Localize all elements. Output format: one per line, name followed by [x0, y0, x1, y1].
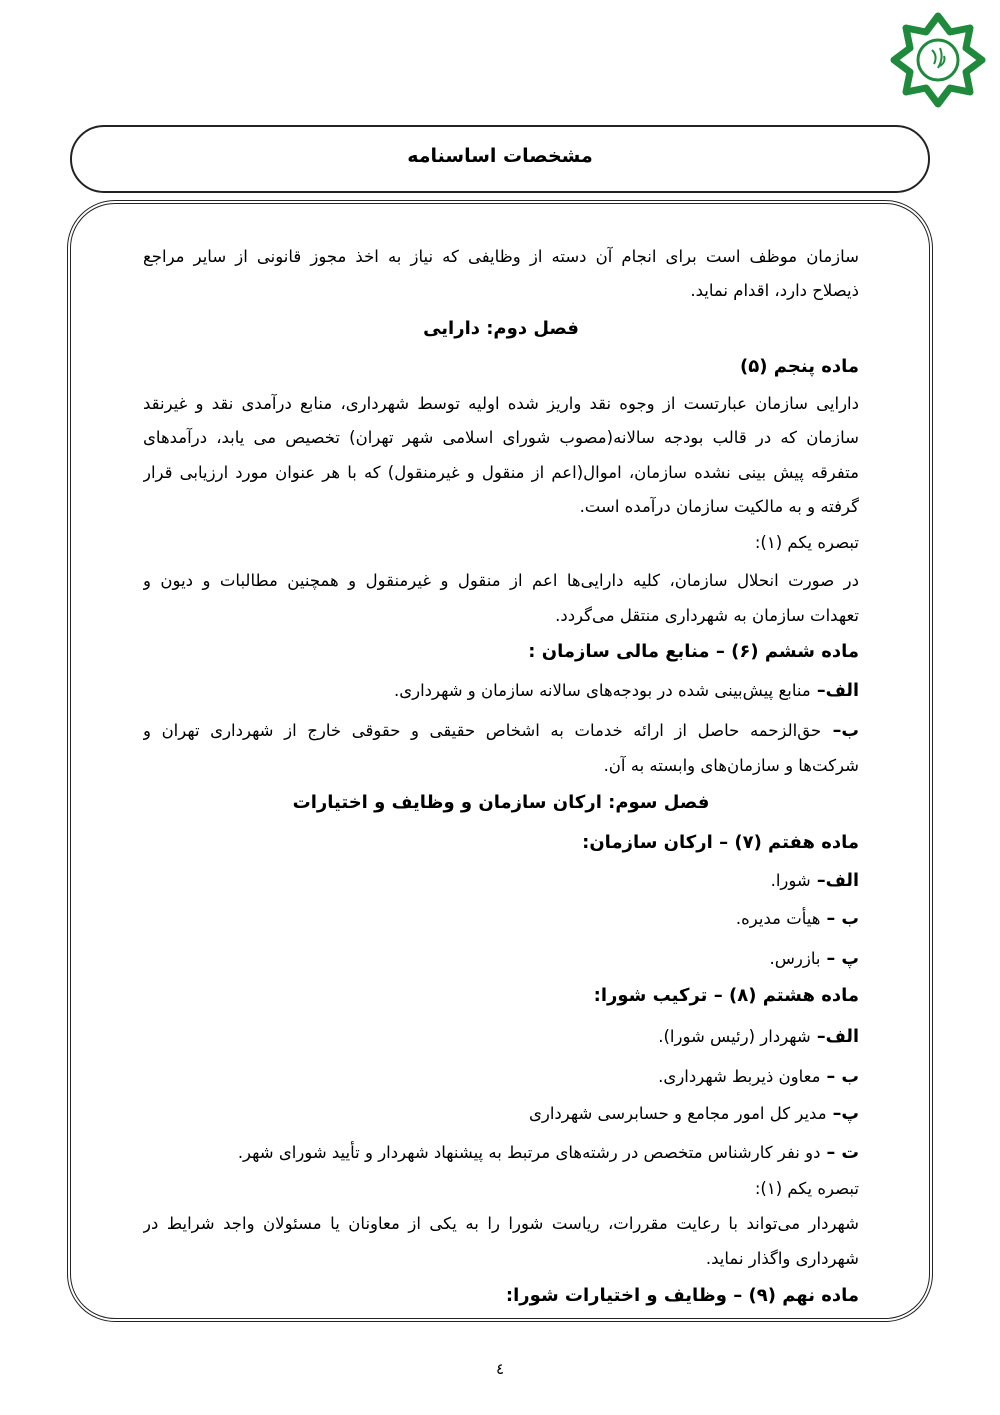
paragraph-line: [143, 1103, 859, 1125]
line-text: ماده پنجم (۵): [740, 356, 859, 377]
line-text: گرفته و به مالکیت سازمان درآمده است.: [579, 497, 859, 516]
paragraph-line: [143, 246, 859, 268]
line-text: بازرس.: [769, 949, 821, 968]
page-number: ٤: [495, 1360, 505, 1378]
clause-label: الف–: [810, 1027, 859, 1047]
line-text: سازمان که در قالب بودجه سالانه(مصوب شورای اسلامی شهر تهران) تخصیص می یابد، درآمدهای: [143, 428, 859, 447]
line-text: شهرداری واگذار نماید.: [705, 1249, 859, 1268]
clause-label: ب–: [821, 721, 859, 741]
paragraph-line: [143, 1066, 859, 1088]
paragraph-line: [143, 462, 859, 484]
line-text: مدیر کل امور مجامع و حسابرسی شهرداری: [528, 1104, 827, 1123]
line-text: معاون ذیربط شهرداری.: [658, 1067, 821, 1086]
clause-label: پ –: [820, 949, 859, 969]
line-text: هیأت مدیره.: [735, 909, 821, 928]
paragraph-line: [143, 496, 859, 518]
header-box: [70, 125, 930, 193]
article-heading: [143, 1285, 859, 1307]
line-text: متفرقه پیش بینی نشده سازمان، اموال(اعم از منقول و غیرمنقول) که با هر عنوان مورد ارزیابی قرار: [143, 463, 859, 482]
line-text: حق‌الزحمه حاصل از ارائه خدمات به اشخاص حقیقی و حقوقی خارج از شهرداری تهران و: [143, 721, 822, 740]
line-text: شرکت‌ها و سازمان‌های وابسته به آن.: [603, 756, 859, 775]
paragraph-line: [143, 1026, 859, 1048]
paragraph-line: [143, 1142, 859, 1164]
line-text: در صورت انحلال سازمان، کلیه دارایی‌ها اعم از منقول و غیرمنقول و همچنین مطالبات و دیون و: [143, 571, 859, 590]
article-heading: [143, 985, 859, 1007]
line-text: ماده هشتم (۸) – ترکیب شورا:: [593, 985, 859, 1006]
line-text: سازمان موظف است برای انجام آن دسته از وظایفی که نیاز به اخذ مجوز قانونی از سایر مراجع: [143, 247, 859, 266]
paragraph-line: [143, 393, 859, 415]
paragraph-line: [143, 427, 859, 449]
line-text: شورا.: [770, 871, 811, 890]
clause-label: پ–: [826, 1104, 859, 1124]
tehran-municipality-logo: [888, 10, 988, 110]
article-heading: [143, 641, 859, 663]
line-text: تبصره یکم (۱):: [754, 1179, 859, 1198]
article-heading: [143, 356, 859, 378]
paragraph-line: [143, 280, 859, 302]
line-text: ماده نهم (۹) – وظایف و اختیارات شورا:: [505, 1285, 859, 1306]
clause-label: الف–: [810, 681, 859, 701]
paragraph-line: [143, 680, 859, 702]
paragraph-line: [143, 908, 859, 930]
line-text: ذیصلاح دارد، اقدام نماید.: [690, 281, 859, 300]
paragraph-line: [143, 532, 859, 554]
clause-label: الف–: [810, 871, 859, 891]
paragraph-line: [143, 1248, 859, 1270]
clause-label: ت –: [820, 1143, 859, 1163]
line-text: ماده هفتم (۷) – ارکان سازمان:: [582, 832, 859, 853]
line-text: فصل دوم: دارایی: [423, 318, 579, 339]
clause-label: ب –: [820, 909, 859, 929]
paragraph-line: [143, 1213, 859, 1235]
line-text: ماده ششم (۶) – منابع مالی سازمان :: [528, 641, 859, 662]
paragraph-line: [143, 948, 859, 970]
paragraph-line: [143, 755, 859, 777]
clause-label: ب –: [820, 1067, 859, 1087]
paragraph-line: [143, 1178, 859, 1200]
line-text: تبصره یکم (۱):: [754, 533, 859, 552]
line-text: شهردار (رئیس شورا).: [658, 1027, 811, 1046]
line-text: فصل سوم: ارکان سازمان و وظایف و اختیارات: [292, 792, 710, 813]
line-text: تعهدات سازمان به شهرداری منتقل می‌گردد.: [555, 606, 859, 625]
chapter-heading: [143, 792, 859, 814]
paragraph-line: [143, 870, 859, 892]
line-text: دو نفر کارشناس متخصص در رشته‌های مرتبط به پیشنهاد شهردار و تأیید شورای شهر.: [237, 1143, 821, 1162]
line-text: منابع پیش‌بینی شده در بودجه‌های سالانه سازمان و شهرداری.: [393, 681, 811, 700]
paragraph-line: [143, 720, 859, 742]
paragraph-line: [143, 570, 859, 592]
line-text: دارایی سازمان عبارتست از وجوه نقد واریز شده اولیه توسط شهرداری، منابع درآمدی نقد و غیرنقد: [143, 394, 859, 413]
article-heading: [143, 832, 859, 854]
chapter-heading: [143, 318, 859, 340]
paragraph-line: [143, 605, 859, 627]
line-text: شهردار می‌تواند با رعایت مقررات، ریاست شورا را به یکی از معاونان یا مسئولان واجد شرایط در: [143, 1214, 859, 1233]
page-title: مشخصات اساسنامه: [407, 145, 593, 167]
